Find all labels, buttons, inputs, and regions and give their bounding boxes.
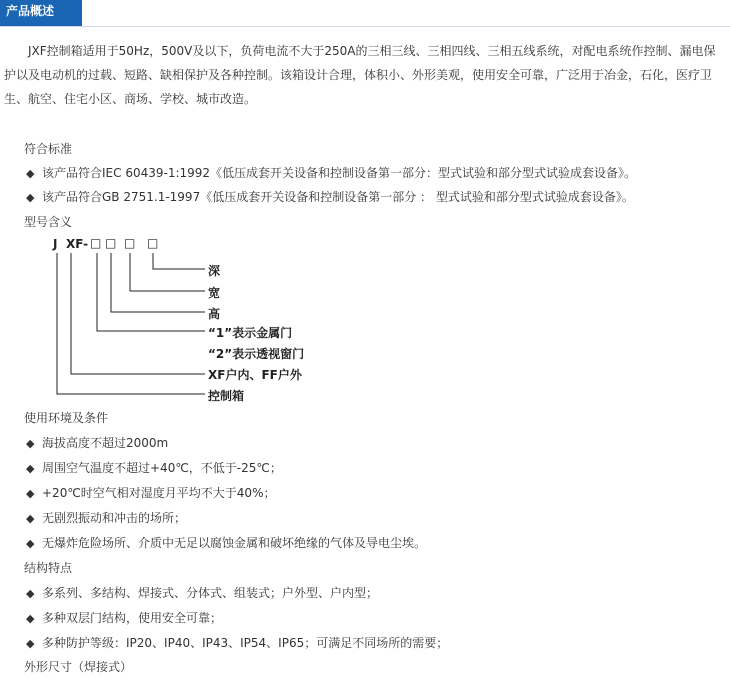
diamond-bullet-icon: ◆ xyxy=(26,462,35,475)
label-door-metal: “1”表示金属门 xyxy=(208,326,293,340)
code-box-door: □ xyxy=(90,236,102,250)
standards-heading: 符合标准 xyxy=(24,142,73,156)
label-indoor-outdoor: XF户内、FF户外 xyxy=(208,368,302,382)
diamond-bullet-icon: ◆ xyxy=(26,437,35,450)
code-box-depth: □ xyxy=(147,236,159,250)
intro-paragraph xyxy=(4,39,726,111)
intro-text: JXF控制箱适用于50Hz，500V及以下，负荷电流不大于250A的三相三线、三相四线、三相五线系统，对配电系统作控制、漏电保护以及电动机的过载、短路、缺相保护及各种控制。该箱设计合理，体积小、外形美观，使用安全可靠，广泛用于冶金，石化，医疗卫生、航空、住宅小区、商场、学校、城市改造。 xyxy=(4,44,716,106)
list-item: ◆ 周围空气温度不超过+40℃，不低于-25℃； xyxy=(26,461,282,475)
diamond-bullet-icon: ◆ xyxy=(26,637,35,650)
structure-heading: 结构特点 xyxy=(24,561,73,575)
environment-heading: 使用环境及条件 xyxy=(24,411,109,425)
code-box-width: □ xyxy=(124,236,136,250)
list-item: ◆ 多种防护等级：IP20、IP40、IP43、IP54、IP65；可满足不同场所的需要； xyxy=(26,636,449,650)
diamond-bullet-icon: ◆ xyxy=(26,487,35,500)
label-door-window: “2”表示透视窗门 xyxy=(208,347,305,361)
label-depth: 深 xyxy=(208,264,221,278)
diamond-bullet-icon: ◆ xyxy=(26,191,35,204)
list-item: ◆ 该产品符合GB 2751.1-1997《低压成套开关设备和控制设备第一部分 ： 型式试验和部分型式试验成套设备》。 xyxy=(26,190,634,204)
diamond-bullet-icon: ◆ xyxy=(26,537,35,550)
list-item: ◆ +20℃时空气相对湿度月平均不大于40%； xyxy=(26,486,276,500)
dimensions-heading: 外形尺寸（焊接式） xyxy=(24,660,133,674)
list-item: ◆ 多种双层门结构，使用安全可靠； xyxy=(26,611,223,625)
diamond-bullet-icon: ◆ xyxy=(26,512,35,525)
label-control-box: 控制箱 xyxy=(208,389,245,403)
diamond-bullet-icon: ◆ xyxy=(26,587,35,600)
label-width: 宽 xyxy=(208,286,221,300)
code-box-height: □ xyxy=(105,236,117,250)
code-j: J xyxy=(53,237,58,251)
section-tab-bar xyxy=(0,0,730,27)
list-item: ◆ 无剧烈振动和冲击的场所； xyxy=(26,511,187,525)
tab-divider xyxy=(0,26,730,27)
tab-label: 产品概述 xyxy=(6,4,55,18)
diamond-bullet-icon: ◆ xyxy=(26,167,35,180)
model-code-diagram xyxy=(40,235,370,405)
code-xf: XF- xyxy=(66,237,89,251)
tab-product-overview[interactable] xyxy=(0,0,82,27)
list-item: ◆ 无爆炸危险场所、介质中无足以腐蚀金属和破坏绝缘的气体及导电尘埃。 xyxy=(26,536,427,550)
diamond-bullet-icon: ◆ xyxy=(26,612,35,625)
model-heading: 型号含义 xyxy=(24,215,73,229)
list-item: ◆ 多系列、多结构、焊接式、分体式、组装式；户外型、户内型； xyxy=(26,586,379,600)
list-item: ◆ 该产品符合IEC 60439-1:1992《低压成套开关设备和控制设备第一部分：型式试验和部分型式试验成套设备》。 xyxy=(26,166,637,180)
label-height: 高 xyxy=(208,307,221,321)
list-item: ◆ 海拔高度不超过2000m xyxy=(26,436,169,450)
diagram-lines xyxy=(40,235,370,405)
